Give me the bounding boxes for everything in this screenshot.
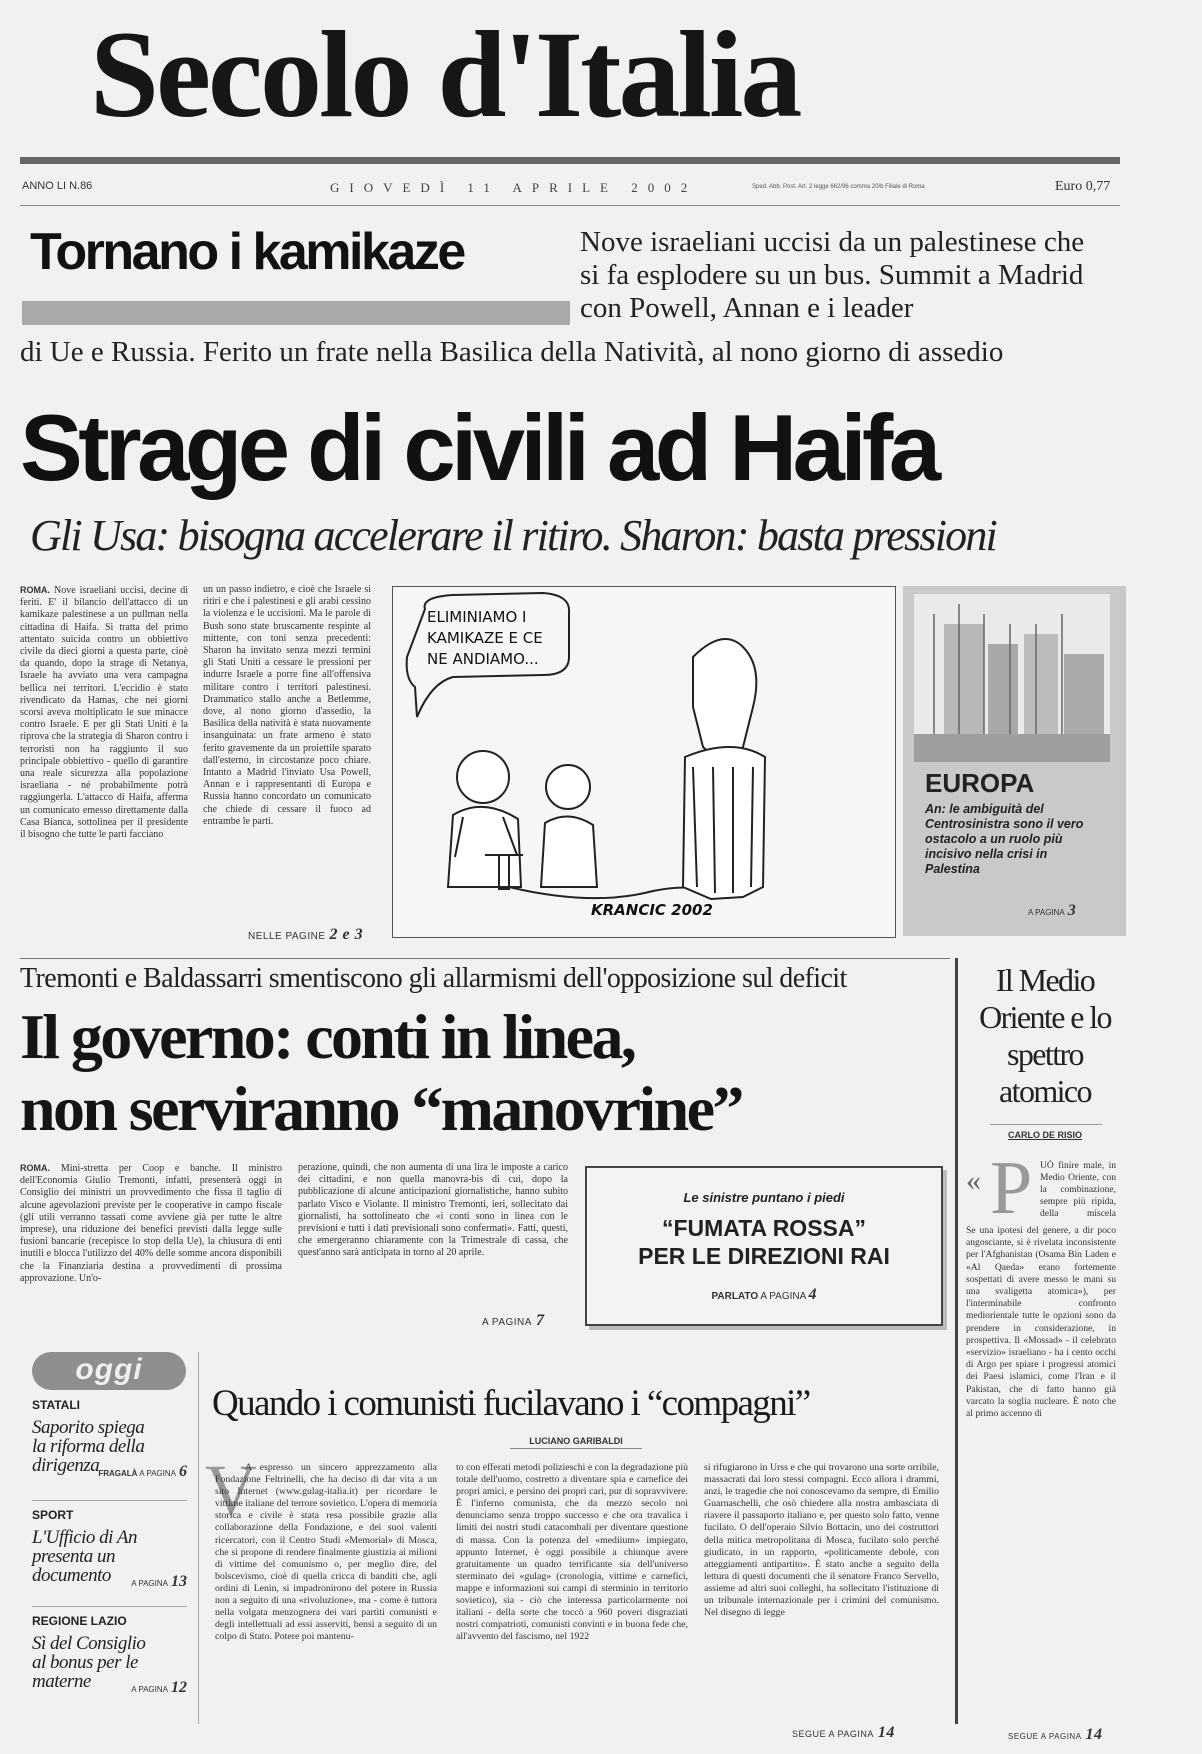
lead-kicker: Tornano i kamikaze [30,223,464,281]
cartoon-figure-left [448,751,521,887]
rai-ref-label: A PAGINA [760,1291,806,1302]
europa-title: EUROPA [925,768,1035,798]
editorial-lead-in: UÒ finire male, in Medio Oriente, con la combinazione, sempre più ripida, della miscela [1040,1161,1116,1218]
rai-ref-page: 4 [808,1286,817,1303]
rai-kicker: Le sinistre puntano i piedi [683,1190,845,1205]
editorial-author: CARLO DE RISIO [1007,1130,1082,1140]
economy-page-ref: A PAGINA 7 [482,1312,545,1329]
communists-page-ref: SEGUE A PAGINA 14 [792,1724,895,1741]
editorial-title: Il Medio Oriente e lo spettro atomico [979,962,1111,1109]
issue-price: Euro 0,77 [1055,179,1111,194]
oggi-section-label: REGIONE LAZIO [32,1614,127,1628]
lead-summary-part1: Nove israeliani uccisi da un palestinese che si fa esplodere su un bus. Summit a Madrid con Powell, Annan e i leader [580,226,1085,324]
masthead-rule-thin [20,205,1120,206]
issue-date: GIOVEDÌ 11 APRILE 2002 [330,180,698,195]
economy-headline-line2: non serviranno “manovrine” [20,1073,742,1144]
rai-page-ref [587,1286,941,1304]
rai-line1: “FUMATA ROSSA” [661,1215,866,1241]
editorial-left-rule [955,958,958,1724]
oggi-section-statali [32,1398,187,1481]
oggi-section-ref: A PAGINA 13 [131,1573,187,1590]
postal-notice: Sped. Abb. Post. Art. 2 legge 662/96 comma 20/b Filiale di Roma [752,184,925,190]
oggi-section-label: STATALI [32,1398,80,1412]
issue-number: ANNO LI N.86 [22,180,93,192]
oggi-section-sport [32,1508,187,1591]
oggi-divider [32,1500,187,1501]
cartoon-frame [392,586,896,938]
lead-subhead: Gli Usa: bisogna accelerare il ritiro. Sharon: basta pressioni [30,511,996,560]
lead-body-col2: un un passo indietro, e cioè che Israele si ritiri e che i palestinesi e gli arabi cessino la violenza e le uccisioni. Ma le parole di Bush sono state bruscamente respinte al mittente, con toni senza precedenti: Sharon ha invitato senza mezzi termini gli Stati Uniti a cessare le pressioni per indurre Israele a porre fine all'offensiva militare contro i territori palestinesi. Drammatico stallo anche a Betlemme, dove, al nono giorno d'assedio, la Basilica della natività è stata nuovamente insanguinata: un frate armeno è stato ferito gravemente da un proiettile sparato dall'esterno, in circostanze poco chiare. Intanto a Madrid l'inviato Usa Powell, Annan e i rappresentanti di Europa e Russia hanno concordato un comunicato che chiede di cessare il fuoco ad entrambe le parti. [203,584,371,827]
communists-col3: si rifugiarono in Urss e che qui trovarono una sorte orribile, massacrati dai loro stessi compagni. Ecco allora i drammi, anzi, le tragedie che noi conoscevamo da sempre, di Emilio Guarnaschelli, che osò chiedere alla nostra ambasciata di riavere il passaporto italiano e, per questo solo fatto, venne fucilato. O dell'operaio Silvio Bottacin, uno dei costruttori della mitica metropolitana di Mosca, fucilato solo perché giudicato, in un rapporto, «politicamente debole, con atteggiamenti antipartito». È stato anche a seguito della lettura di questi documenti che il senatore Franco Servello, assieme ad altri suoi colleghi, ha sollecitato l'istituzione di un tribunale internazionale per i crimini del comunismo. Nel disegno di legge [704,1462,939,1619]
lead-summary-part2: di Ue e Russia. Ferito un frate nella Basilica della Natività, al nono giorno di assedio [20,336,1004,368]
economy-kicker: Tremonti e Baldassarri smentiscono gli allarmismi dell'opposizione sul deficit [20,963,847,994]
lead-page-ref: NELLE PAGINE 2 e 3 [248,926,364,943]
masthead-rule [20,157,1120,164]
europa-photo-image [914,594,1110,762]
europa-box [903,586,1126,936]
lead-dateline: ROMA. [20,585,50,595]
economy-body-col2: perazione, quindi, che non aumenta di una lira le imposte a carico dei cittadini, e non quella manovra-bis di cui, dopo la pubblicazione di alcune anticipazioni giornalistiche, hanno subito parlato Visco e Violante. Il ministro Tremonti, ieri, sollecitato dai giornalisti, ha sottolineato che «i conti sono in linea con le previsioni e tutti i dati previsionali sono confermati». Fatti, questi, che emergeranno chiaramente con la Trimestrale di cassa, che quest'anno sarà anticipata in torno al 20 aprile. [298,1162,568,1259]
oggi-right-rule [198,1352,199,1724]
oggi-section-desc: L'Ufficio di An presenta un documento [32,1527,137,1586]
economy-col1-text: Mini-stretta per Coop e banche. Il ministro dell'Economia Giulio Tremonti, infatti, presenterà oggi in Consiglio dei ministri un provvedimento che fissa il taglio di alcune agevolazioni previste per le cooperative in campo fiscale (gli utili verranno tassati come avviene già per tutte le altre imprese), una riduzione dei benefici previsti dalla legge sulle fusioni bancarie (recepisce lo stop della Ue), la chiusura di enti inutili e blocca l'utilizzo del 40% delle somme ancora disponibili che la Finanziaria destina a provvedimenti di prossima approvazione. Un'o- [20,1163,282,1284]
rai-line2: PER LE DIREZIONI RAI [638,1243,890,1269]
europa-page-ref: A PAGINA 3 [1028,902,1076,919]
editorial-initial: P [990,1146,1033,1230]
economy-headline-line1: Il governo: conti in linea, [20,1001,635,1072]
lead-body-col1 [20,584,188,934]
oggi-title: oggi [75,1353,143,1386]
cartoon-inflatable-figure [683,639,765,899]
communists-author-rule [510,1448,642,1449]
communists-col2: to con efferati metodi polizieschi e con la degradazione più totale dell'uomo, costretto a diventare spia e carnefice dei propri amici, e persino dei propri cari, pur di sopravvivere. È l'inferno comunista, che da mezzo secolo noi denunciamo senza troppo successo e che ora travalica i limiti dei nostri studi catacombali per diventare questione di massa. Con la potenza del «mediium» impiegato, appunto Internet, è oggi possibile a chiunque avere gratuitamente un quadro terrificante sia dell'universo sterminato dei «gulag» (cronologia, vittime e carnefici, mappe e informazioni sui campi di sterminio in territorio sovietico), sia - ciò che interessa particolarmente noi italiani - della sorte che toccò a 960 poveri disgraziati nostri compatrioti, comunisti convinti e in buona fede che, all'avvento del fascismo, nel 1922 [456,1462,688,1643]
communists-author: LUCIANO GARIBALDI [529,1436,623,1446]
oggi-section-ref: FRAGALÀ A PAGINA 6 [98,1463,187,1480]
rai-ref-author: PARLATO [711,1291,759,1302]
oggi-section-regione-lazio [32,1614,187,1697]
editorial-title-rule [990,1124,1102,1125]
economy-top-rule [20,958,950,959]
oggi-badge [32,1352,186,1390]
editorial-quote-mark: « [966,1164,981,1197]
cartoon-caption: ELIMINIAMO I KAMIKAZE E CE NE ANDIAMO... [427,608,543,668]
editorial-body: Se una ipotesi del genere, a dir poco angosciante, si è rivelata inconsistente per l'Afghanistan (Osama Bin Laden e «Al Qaeda» erano fortemente sospettati di avere messo le mani su una svaligetta atomica»), per l'interminabile confronto mediorientale tutte le opzioni sono da prendere in considerazione, in prospettiva. Il «Mossad» - il celebrato «servizio» israeliano - ha i cento occhi di Argo per spiare i progressi atomici dei Paesi islamici, come l'Iran e il Pakistan, che di fatto hanno già varcato la soglia nucleare. È noto che al primo accenno di [966,1225,1116,1420]
masthead-title: Secolo d'Italia [90,6,800,143]
cartoon-figure-middle [541,765,597,887]
oggi-section-label: SPORT [32,1508,74,1522]
communists-headline: Quando i comunisti fucilavano i “compagni” [212,1383,810,1424]
editorial-page-ref: SEGUE A PAGINA 14 [1008,1726,1103,1743]
communists-initial: V [205,1450,257,1530]
oggi-divider [32,1606,187,1607]
europa-text: An: le ambiguità del Centrosinistra sono il vero ostacolo a un ruolo più incisivo nella crisi in Palestina [925,802,1084,876]
cartoon-signature: KRANCIC 2002 [591,901,713,919]
rai-box [585,1166,943,1326]
economy-body-col1 [20,1162,282,1334]
oggi-section-desc: Sì del Consiglio al bonus per le materne [32,1633,146,1692]
europa-photo [914,594,1110,762]
lead-col1-text: Nove israeliani uccisi, decine di feriti. E' il bilancio dell'attacco di un kamikaze palestinese a un pullman nella cittadina di Haifa. Si tratta del primo attentato suicida contro un obbiettivo civile da dieci giorni a questa parte, cioè da quando, dopo la strage di Netanya, Israele ha avviato una vera campagna bellica nei territori. L'eccidio è stato rivendicato da Hamas, che nei giorni scorsi aveva moltiplicato le sue minacce contro Israele. E per gli Stati Uniti è la riprova che la strategia di Sharon contro i terroristi non ha raggiunto il suo principale obbiettivo - quello di garantire una reale sicurezza alla popolazione israeliana - né probabilmente potrà raggiungerla. L'attacco di Haifa, afferma un comunicato emesso direttamente dalla Casa Bianca, sottolinea per il presidente il bisogno che tutte le parti facciano [20,585,188,841]
economy-dateline: ROMA. [20,1163,50,1173]
kicker-grey-bar [22,301,570,325]
oggi-section-desc: Saporito spiega la riforma della dirigenza [32,1417,145,1476]
lead-headline: Strage di civili ad Haifa [20,395,937,500]
oggi-section-ref: A PAGINA 12 [131,1679,187,1696]
communists-col1: A espresso un sincero apprezzamento alla Fondazione Feltrinelli, che ha deciso di dar vita a un sito Internet (www.gulag-italia.it) per ricordare le vittime italiane del terrore sovietico. L'opera di memoria storica e civile è stata resa possibile grazie alla collaborazione della Fondazione, e dei suoi valenti ricercatori, con il Centro Studi «Memorial» di Mosca, che si propone di rendere finalmente giustizia ai milioni di vittime del comunismo o, per meglio dire, del bolscevismo, cioè di quella cricca di banditi che, agli ordini di Lenin, si impadronirono del potere in Russia non a seguito di una «rivoluzione», ma - come è tuttora nella volgata menzognera dei vari partiti comunisti e degli intellettuali ad essi asserviti, bensì a seguito di un colpo di Stato. Potere poi mantenu- [215,1462,437,1643]
